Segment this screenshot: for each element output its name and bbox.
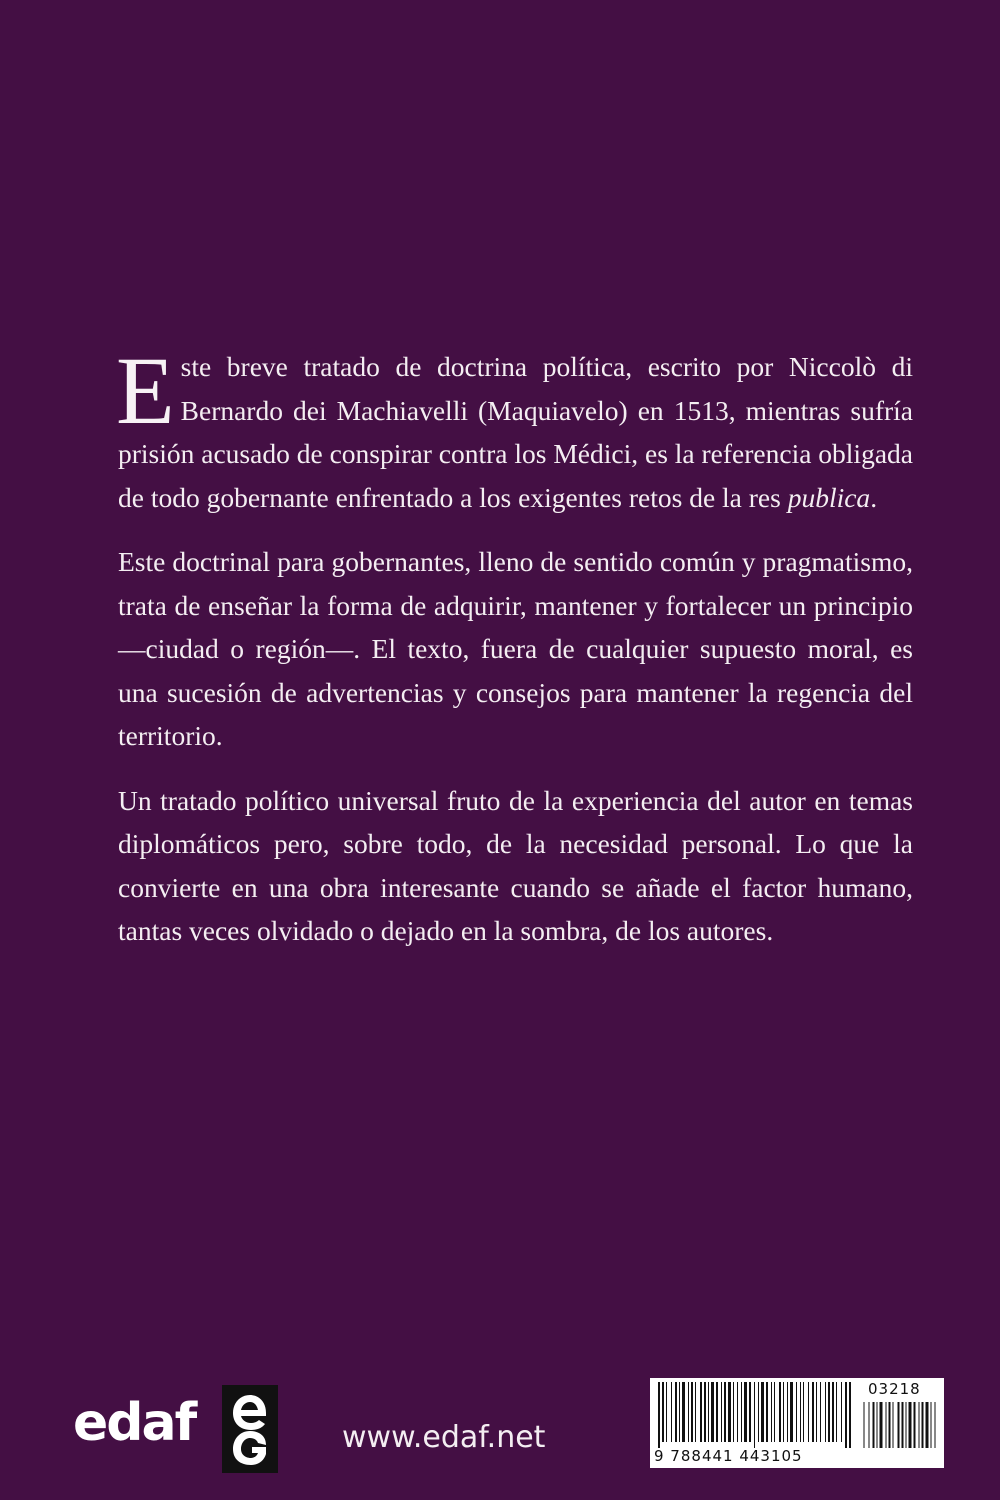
blurb-paragraph-3: Un tratado político universal fruto de la experiencia del autor en temas diplomáticos pero, sobre todo, de la necesidad personal. Lo que la convierte en una obra interesante cuando se añade el factor humano, tantas veces olvidado o dejado en la sombra, de los autores. (118, 784, 913, 946)
publisher-emblem-icon (222, 1385, 278, 1473)
publisher-website[interactable]: www.edaf.net (342, 1420, 546, 1455)
blurb-italic-term: publica (787, 481, 871, 513)
blurb-paragraph-1 (116, 337, 913, 519)
price-code: 03218 (868, 1380, 921, 1398)
isbn-digits: 9 788441 443105 (654, 1447, 803, 1465)
blurb-paragraph-1-text: ste breve tratado de doctrina política, escrito por Niccolò di Bernardo dei Machiavelli (Maquiavelo) en 1513, mientras sufría prisión acusado de conspirar contra los Médici, es la referencia obligada de todo gobernante enfrentado a los exigentes retos de la res (118, 351, 913, 513)
publisher-logo: edaf (73, 1393, 196, 1453)
drop-cap: E (116, 337, 175, 444)
blurb-paragraph-1-end: . (870, 481, 878, 513)
back-cover-blurb (116, 337, 913, 974)
blurb-paragraph-2: Este doctrinal para gobernantes, lleno de sentido común y pragmatismo, trata de enseñar la forma de adquirir, mantener y fortalecer un principio —ciudad o región—. El texto, fuera de cualquier supuesto moral, es una sucesión de advertencias y consejos para mantener la regencia del territorio. (118, 546, 913, 751)
